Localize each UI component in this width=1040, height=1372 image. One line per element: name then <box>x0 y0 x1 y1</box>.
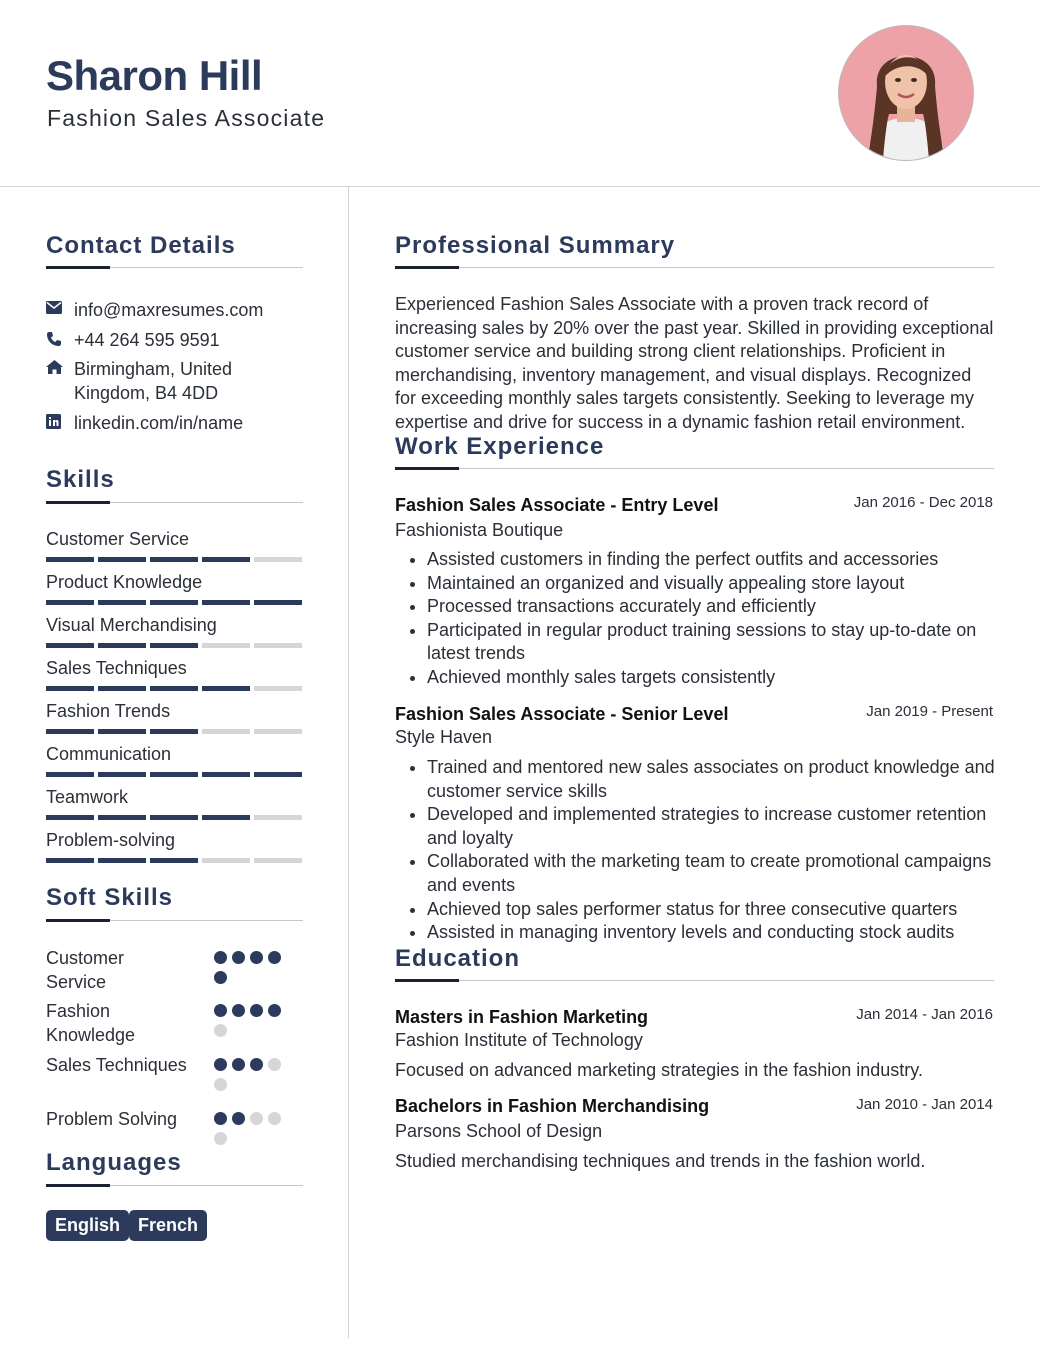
skill-segment-filled <box>202 772 250 777</box>
rating-dot-empty <box>250 1112 263 1125</box>
skill-segment-filled <box>150 600 198 605</box>
job-1-title: Fashion Sales Associate - Entry Level <box>395 495 719 515</box>
rating-dot-empty <box>214 1078 227 1091</box>
skill-level-bar <box>46 729 302 734</box>
address-text: Birmingham, United Kingdom, B4 4DD <box>74 359 233 403</box>
avatar <box>838 25 974 161</box>
skill-label: Product Knowledge <box>46 572 203 592</box>
summary-heading: Professional Summary <box>395 232 676 259</box>
skill-segment-filled <box>98 557 146 562</box>
education-rule-accent <box>395 979 459 982</box>
skill-label: Visual Merchandising <box>46 615 217 635</box>
soft-skills-heading: Soft Skills <box>46 884 174 911</box>
skill-segment-filled <box>202 815 250 820</box>
skill-level-bar <box>46 643 302 648</box>
skill-level-bar <box>46 815 302 820</box>
skill-label: Customer Service <box>46 529 190 549</box>
rating-dot-filled <box>232 1058 245 1071</box>
skill-segment-filled <box>98 858 146 863</box>
skill-segment-filled <box>98 772 146 777</box>
rating-dot-filled <box>214 951 227 964</box>
edu-2-date: Jan 2010 - Jan 2014 <box>856 1096 993 1113</box>
skill-segment-filled <box>150 772 198 777</box>
contact-rule-accent <box>46 266 110 269</box>
skill-segment-filled <box>254 772 302 777</box>
rating-dot-filled <box>232 1004 245 1017</box>
job-2-company: Style Haven <box>395 727 493 747</box>
edu-1-date: Jan 2014 - Jan 2016 <box>856 1006 993 1023</box>
skill-segment-empty <box>202 729 250 734</box>
edu-1-degree: Masters in Fashion Marketing <box>395 1007 649 1027</box>
skill-level-bar <box>46 772 302 777</box>
skill-segment-filled <box>150 815 198 820</box>
language-badge-english: English <box>46 1210 129 1241</box>
skill-level-bar <box>46 600 302 605</box>
contact-phone[interactable] <box>46 328 274 352</box>
column-divider <box>348 186 349 1338</box>
education-rule <box>395 980 994 981</box>
candidate-name: Sharon Hill <box>46 52 263 99</box>
list-item: • Developed and implemented strategies to increase customer retention and loyalty <box>427 803 1000 850</box>
soft-skill-rating <box>214 1058 298 1091</box>
rating-dot-filled <box>214 1058 227 1071</box>
skill-segment-filled <box>98 729 146 734</box>
contact-address <box>46 357 274 405</box>
soft-skill-rating <box>214 1112 298 1145</box>
rating-dot-filled <box>214 1004 227 1017</box>
languages-rule-accent <box>46 1184 110 1187</box>
skills-rule-accent <box>46 501 110 504</box>
rating-dot-filled <box>250 1004 263 1017</box>
soft-skill-label: Problem Solving <box>46 1109 178 1129</box>
work-rule <box>395 468 994 469</box>
phone-icon <box>46 328 74 352</box>
skill-segment-empty <box>254 729 302 734</box>
education-heading: Education <box>395 945 521 972</box>
edu-2-description: Studied merchandising techniques and trends in the fashion world. <box>395 1151 926 1171</box>
rating-dot-empty <box>268 1112 281 1125</box>
email-text: info@maxresumes.com <box>74 300 264 320</box>
list-item: • Assisted in managing inventory levels and conducting stock audits <box>427 921 1000 945</box>
summary-rule <box>395 267 994 268</box>
skill-label: Teamwork <box>46 787 129 807</box>
rating-dot-empty <box>214 1024 227 1037</box>
list-item: • Participated in regular product training sessions to stay up-to-date on latest trends <box>427 619 1000 666</box>
job-1-bullets <box>395 548 1000 690</box>
resume-header <box>0 0 1040 187</box>
linkedin-text: linkedin.com/in/name <box>74 413 244 433</box>
skill-label: Sales Techniques <box>46 658 187 678</box>
list-item: • Trained and mentored new sales associates on product knowledge and customer service skills <box>427 756 1000 803</box>
skill-level-bar <box>46 686 302 691</box>
rating-dot-empty <box>214 1132 227 1145</box>
skill-segment-filled <box>202 557 250 562</box>
rating-dot-filled <box>268 951 281 964</box>
skill-segment-filled <box>98 600 146 605</box>
skill-segment-filled <box>46 557 94 562</box>
skill-segment-filled <box>46 815 94 820</box>
skill-segment-filled <box>46 729 94 734</box>
skill-segment-filled <box>46 600 94 605</box>
work-heading: Work Experience <box>395 433 605 460</box>
list-item: • Achieved top sales performer status for three consecutive quarters <box>427 898 1000 922</box>
rating-dot-filled <box>232 1112 245 1125</box>
phone-text: +44 264 595 9591 <box>74 330 220 350</box>
skill-segment-empty <box>254 858 302 863</box>
job-title: Fashion Sales Associate <box>47 105 326 131</box>
rating-dot-empty <box>268 1058 281 1071</box>
rating-dot-filled <box>214 971 227 984</box>
soft-skill-rating <box>214 1004 298 1037</box>
skill-segment-filled <box>202 600 250 605</box>
soft-skill-label: Sales Techniques <box>46 1055 187 1075</box>
language-badge-french: French <box>129 1210 207 1241</box>
soft-skills-rule-accent <box>46 919 110 922</box>
edu-1-description: Focused on advanced marketing strategies in the fashion industry. <box>395 1060 923 1080</box>
skill-label: Problem-solving <box>46 830 176 850</box>
skill-segment-filled <box>98 815 146 820</box>
envelope-icon <box>46 298 74 322</box>
list-item: • Assisted customers in finding the perfect outfits and accessories <box>427 548 1000 572</box>
skill-segment-filled <box>150 729 198 734</box>
job-2-date: Jan 2019 - Present <box>866 703 993 720</box>
contact-email[interactable] <box>46 298 274 322</box>
soft-skill-label: Fashion Knowledge <box>46 1001 136 1045</box>
skill-segment-filled <box>150 858 198 863</box>
skill-level-bar <box>46 557 302 562</box>
skill-segment-filled <box>46 858 94 863</box>
list-item: • Collaborated with the marketing team to create promotional campaigns and events <box>427 850 1000 897</box>
rating-dot-filled <box>232 951 245 964</box>
skill-segment-empty <box>254 557 302 562</box>
portrait-image <box>839 26 973 160</box>
skill-segment-filled <box>150 686 198 691</box>
edu-2-school: Parsons School of Design <box>395 1121 603 1141</box>
soft-skill-label: Customer Service <box>46 948 125 992</box>
rating-dot-filled <box>250 1058 263 1071</box>
job-1-date: Jan 2016 - Dec 2018 <box>853 494 993 511</box>
skill-segment-empty <box>202 643 250 648</box>
skill-segment-filled <box>46 686 94 691</box>
job-2-title: Fashion Sales Associate - Senior Level <box>395 704 729 724</box>
skill-segment-filled <box>98 686 146 691</box>
skill-level-bar <box>46 858 302 863</box>
linkedin-icon <box>46 411 74 435</box>
skill-segment-filled <box>254 600 302 605</box>
soft-skill-rating <box>214 951 298 984</box>
job-1-company: Fashionista Boutique <box>395 520 564 540</box>
contact-heading: Contact Details <box>46 232 236 259</box>
work-rule-accent <box>395 467 459 470</box>
skill-segment-filled <box>150 557 198 562</box>
skill-segment-filled <box>150 643 198 648</box>
skill-segment-filled <box>202 686 250 691</box>
skill-segment-empty <box>202 858 250 863</box>
skill-segment-empty <box>254 686 302 691</box>
rating-dot-filled <box>268 1004 281 1017</box>
summary-rule-accent <box>395 266 459 269</box>
home-icon <box>46 357 74 405</box>
rating-dot-filled <box>214 1112 227 1125</box>
list-item: • Achieved monthly sales targets consistently <box>427 666 1000 690</box>
skill-label: Fashion Trends <box>46 701 171 721</box>
skill-segment-empty <box>254 815 302 820</box>
summary-text: Experienced Fashion Sales Associate with a proven track record of increasing sales by 20% over the past year. Skilled in providing exceptional customer service and building strong client relationships. Proficient in merchandising, inventory management, and visual displays. Recognized for exceeding monthly sales targets consistently. Seeking to leverage my expertise and drive for success in a dynamic fashion retail environment. <box>395 294 994 432</box>
skill-segment-filled <box>46 643 94 648</box>
languages-heading: Languages <box>46 1149 182 1176</box>
rating-dot-filled <box>250 951 263 964</box>
skills-heading: Skills <box>46 466 115 493</box>
skill-segment-filled <box>46 772 94 777</box>
edu-2-degree: Bachelors in Fashion Merchandising <box>395 1096 710 1116</box>
contact-linkedin[interactable] <box>46 411 274 435</box>
skill-label: Communication <box>46 744 172 764</box>
job-2-bullets <box>395 756 1000 945</box>
list-item: • Processed transactions accurately and efficiently <box>427 595 1000 619</box>
edu-1-school: Fashion Institute of Technology <box>395 1030 643 1050</box>
skill-segment-filled <box>98 643 146 648</box>
skill-segment-empty <box>254 643 302 648</box>
list-item: • Maintained an organized and visually appealing store layout <box>427 572 1000 596</box>
